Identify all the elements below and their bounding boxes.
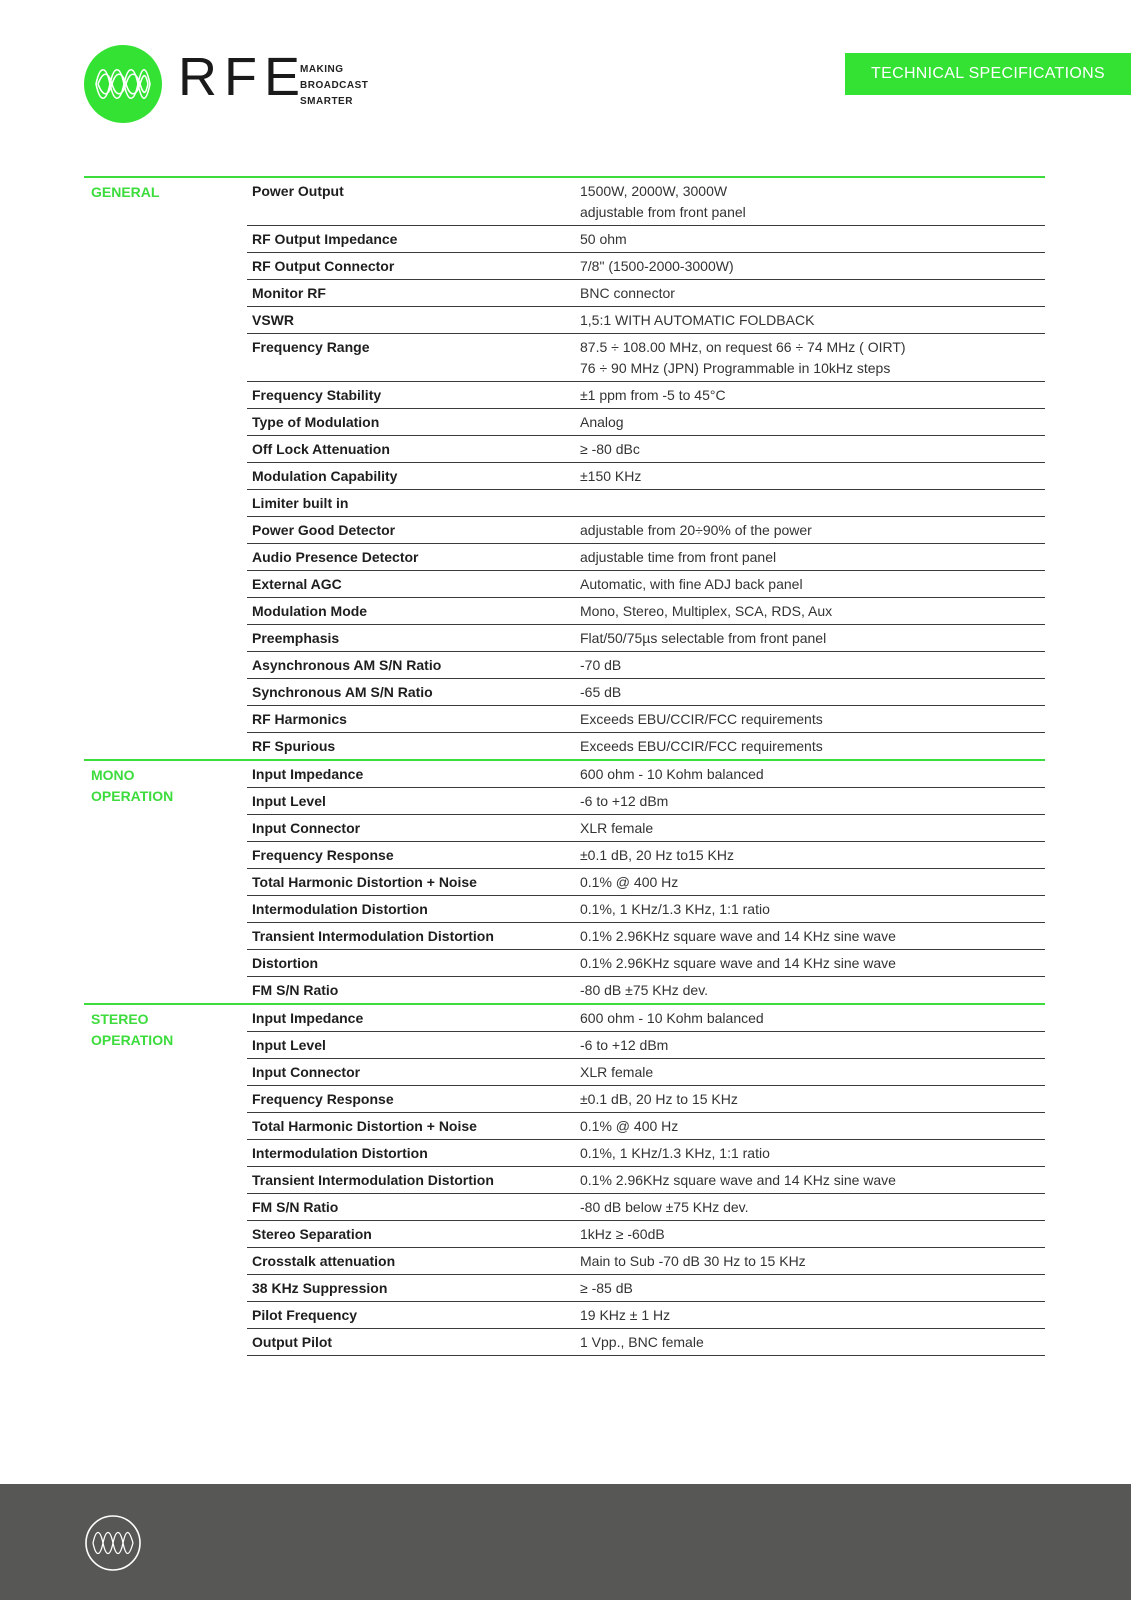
brand-name: RFE [178,47,307,107]
spec-label: Input Level [252,1037,326,1053]
spec-row [247,1248,1045,1275]
spec-row [247,334,1045,382]
spec-value: Main to Sub -70 dB 30 Hz to 15 KHz [580,1253,806,1269]
spec-row [247,544,1045,571]
spec-value: 0.1%, 1 KHz/1.3 KHz, 1:1 ratio [580,1145,770,1161]
spec-row [247,409,1045,436]
spec-row [247,178,1045,226]
spec-label: Frequency Response [252,847,394,863]
spec-row [247,490,1045,517]
spec-value: XLR female [580,820,654,836]
section-title-line: OPERATION [91,1032,174,1048]
spec-label: Input Level [252,793,326,809]
section-title-line: MONO [91,767,135,783]
spec-label: Total Harmonic Distortion + Noise [252,1118,477,1134]
spec-label: Synchronous AM S/N Ratio [252,684,433,700]
spec-row [247,842,1045,869]
spec-value: 0.1%, 1 KHz/1.3 KHz, 1:1 ratio [580,901,770,917]
spec-row [247,280,1045,307]
spec-row [247,1140,1045,1167]
spec-value: -65 dB [580,684,622,700]
page-header [0,0,1131,140]
spec-value: -6 to +12 dBm [580,1037,669,1053]
spec-row [247,977,1045,1003]
spec-row [247,652,1045,679]
spec-label: FM S/N Ratio [252,1199,339,1215]
spec-row [247,761,1045,788]
rfe-footer-logo-icon [84,1514,142,1572]
spec-row [247,253,1045,280]
spec-value: 600 ohm - 10 Kohm balanced [580,1010,764,1026]
spec-label: Frequency Response [252,1091,394,1107]
spec-label: Power Good Detector [252,522,396,538]
section-title [91,1009,241,1051]
spec-value: -80 dB below ±75 KHz dev. [580,1199,749,1215]
spec-label: Input Impedance [252,766,364,782]
section-title-line: GENERAL [91,184,160,200]
spec-row [247,1086,1045,1113]
spec-label: Output Pilot [252,1334,333,1350]
spec-row [247,1221,1045,1248]
spec-value: ±1 ppm from -5 to 45°C [580,387,726,403]
spec-value: Exceeds EBU/CCIR/FCC requirements [580,738,823,754]
spec-value: XLR female [580,1064,654,1080]
spec-rows [247,1005,1045,1356]
spec-row [247,896,1045,923]
spec-label: Modulation Capability [252,468,398,484]
spec-row [247,1329,1045,1356]
spec-row [247,1302,1045,1329]
spec-row [247,1059,1045,1086]
spec-row [247,1275,1045,1302]
spec-label: Limiter built in [252,495,349,511]
technical-specifications-banner: TECHNICAL SPECIFICATIONS [845,53,1131,95]
spec-value: Analog [580,414,624,430]
spec-value: 1,5:1 WITH AUTOMATIC FOLDBACK [580,312,815,328]
spec-value: -70 dB [580,657,622,673]
spec-label: Frequency Stability [252,387,382,403]
spec-row [247,733,1045,759]
spec-value: 600 ohm - 10 Kohm balanced [580,766,764,782]
spec-value: Flat/50/75µs selectable from front panel [580,630,827,646]
spec-row [247,1032,1045,1059]
spec-row [247,382,1045,409]
tagline-line: SMARTER [300,96,353,107]
spec-row [247,571,1045,598]
spec-value: ±0.1 dB, 20 Hz to 15 KHz [580,1091,738,1107]
spec-value: ±150 KHz [580,468,642,484]
brand-tagline [300,62,368,110]
spec-label: Type of Modulation [252,414,380,430]
spec-value: 19 KHz ± 1 Hz [580,1307,671,1323]
spec-label: Stereo Separation [252,1226,372,1242]
spec-row [247,1167,1045,1194]
spec-label: Asynchronous AM S/N Ratio [252,657,442,673]
spec-value: ±0.1 dB, 20 Hz to15 KHz [580,847,734,863]
spec-label: RF Spurious [252,738,336,754]
spec-value: 0.1% 2.96KHz square wave and 14 KHz sine wave [580,928,896,944]
spec-value: adjustable from 20÷90% of the power [580,522,812,538]
spec-label: Modulation Mode [252,603,368,619]
spec-section [84,759,1045,1003]
rfe-logo-icon [84,45,162,123]
spec-value: 1500W, 2000W, 3000W adjustable from front panel [580,183,746,220]
spec-section [84,176,1045,759]
spec-row [247,625,1045,652]
spec-label: Intermodulation Distortion [252,901,428,917]
spec-label: RF Output Impedance [252,231,398,247]
spec-value: ≥ -85 dB [580,1280,633,1296]
spec-label: Input Impedance [252,1010,364,1026]
spec-label: Intermodulation Distortion [252,1145,428,1161]
tagline-line: MAKING [300,64,344,75]
spec-value: Exceeds EBU/CCIR/FCC requirements [580,711,823,727]
spec-value: 0.1% @ 400 Hz [580,1118,679,1134]
spec-label: Off Lock Attenuation [252,441,390,457]
spec-label: Preemphasis [252,630,340,646]
spec-rows [247,761,1045,1003]
spec-label: RF Harmonics [252,711,347,727]
spec-label: Transient Intermodulation Distortion [252,1172,494,1188]
spec-row [247,1194,1045,1221]
spec-row [247,1005,1045,1032]
spec-label: Input Connector [252,1064,361,1080]
spec-label: Crosstalk attenuation [252,1253,396,1269]
spec-label: Monitor RF [252,285,326,301]
spec-row [247,706,1045,733]
spec-value: Mono, Stereo, Multiplex, SCA, RDS, Aux [580,603,833,619]
spec-value: 0.1% 2.96KHz square wave and 14 KHz sine wave [580,955,896,971]
tagline-line: BROADCAST [300,80,369,91]
spec-value: BNC connector [580,285,675,301]
spec-row [247,869,1045,896]
spec-value: ≥ -80 dBc [580,441,640,457]
spec-label: Distortion [252,955,319,971]
section-title [91,765,241,807]
spec-value: 50 ohm [580,231,627,247]
spec-value: -6 to +12 dBm [580,793,669,809]
spec-label: VSWR [252,312,294,328]
spec-section [84,1003,1045,1356]
spec-row [247,598,1045,625]
spec-row [247,1113,1045,1140]
spec-value: adjustable time from front panel [580,549,777,565]
spec-label: External AGC [252,576,342,592]
spec-label: Audio Presence Detector [252,549,419,565]
spec-value [580,490,1045,516]
spec-row [247,463,1045,490]
spec-row [247,923,1045,950]
spec-label: Pilot Frequency [252,1307,358,1323]
spec-row [247,950,1045,977]
page-footer [0,1484,1131,1600]
spec-value: -80 dB ±75 KHz dev. [580,982,709,998]
spec-row [247,436,1045,463]
spec-value: 1 Vpp., BNC female [580,1334,704,1350]
section-title [91,182,241,203]
spec-value: Automatic, with fine ADJ back panel [580,576,803,592]
spec-row [247,788,1045,815]
spec-value: 7/8" (1500-2000-3000W) [580,258,734,274]
spec-label: FM S/N Ratio [252,982,339,998]
spec-row [247,517,1045,544]
spec-row [247,679,1045,706]
spec-rows [247,178,1045,759]
spec-label: Frequency Range [252,339,370,355]
section-title-line: OPERATION [91,788,174,804]
specifications-table [84,176,1045,1356]
spec-label: 38 KHz Suppression [252,1280,388,1296]
spec-value: 0.1% @ 400 Hz [580,874,679,890]
spec-value: 87.5 ÷ 108.00 MHz, on request 66 ÷ 74 MHz ( OIRT) 76 ÷ 90 MHz (JPN) Programmable in 10kHz steps [580,339,906,376]
spec-label: RF Output Connector [252,258,395,274]
spec-value: 0.1% 2.96KHz square wave and 14 KHz sine wave [580,1172,896,1188]
spec-label: Total Harmonic Distortion + Noise [252,874,477,890]
spec-label: Transient Intermodulation Distortion [252,928,494,944]
spec-label: Power Output [252,183,344,199]
spec-row [247,307,1045,334]
spec-row [247,815,1045,842]
section-title-line: STEREO [91,1011,149,1027]
spec-value: 1kHz ≥ -60dB [580,1226,665,1242]
spec-row [247,226,1045,253]
spec-label: Input Connector [252,820,361,836]
